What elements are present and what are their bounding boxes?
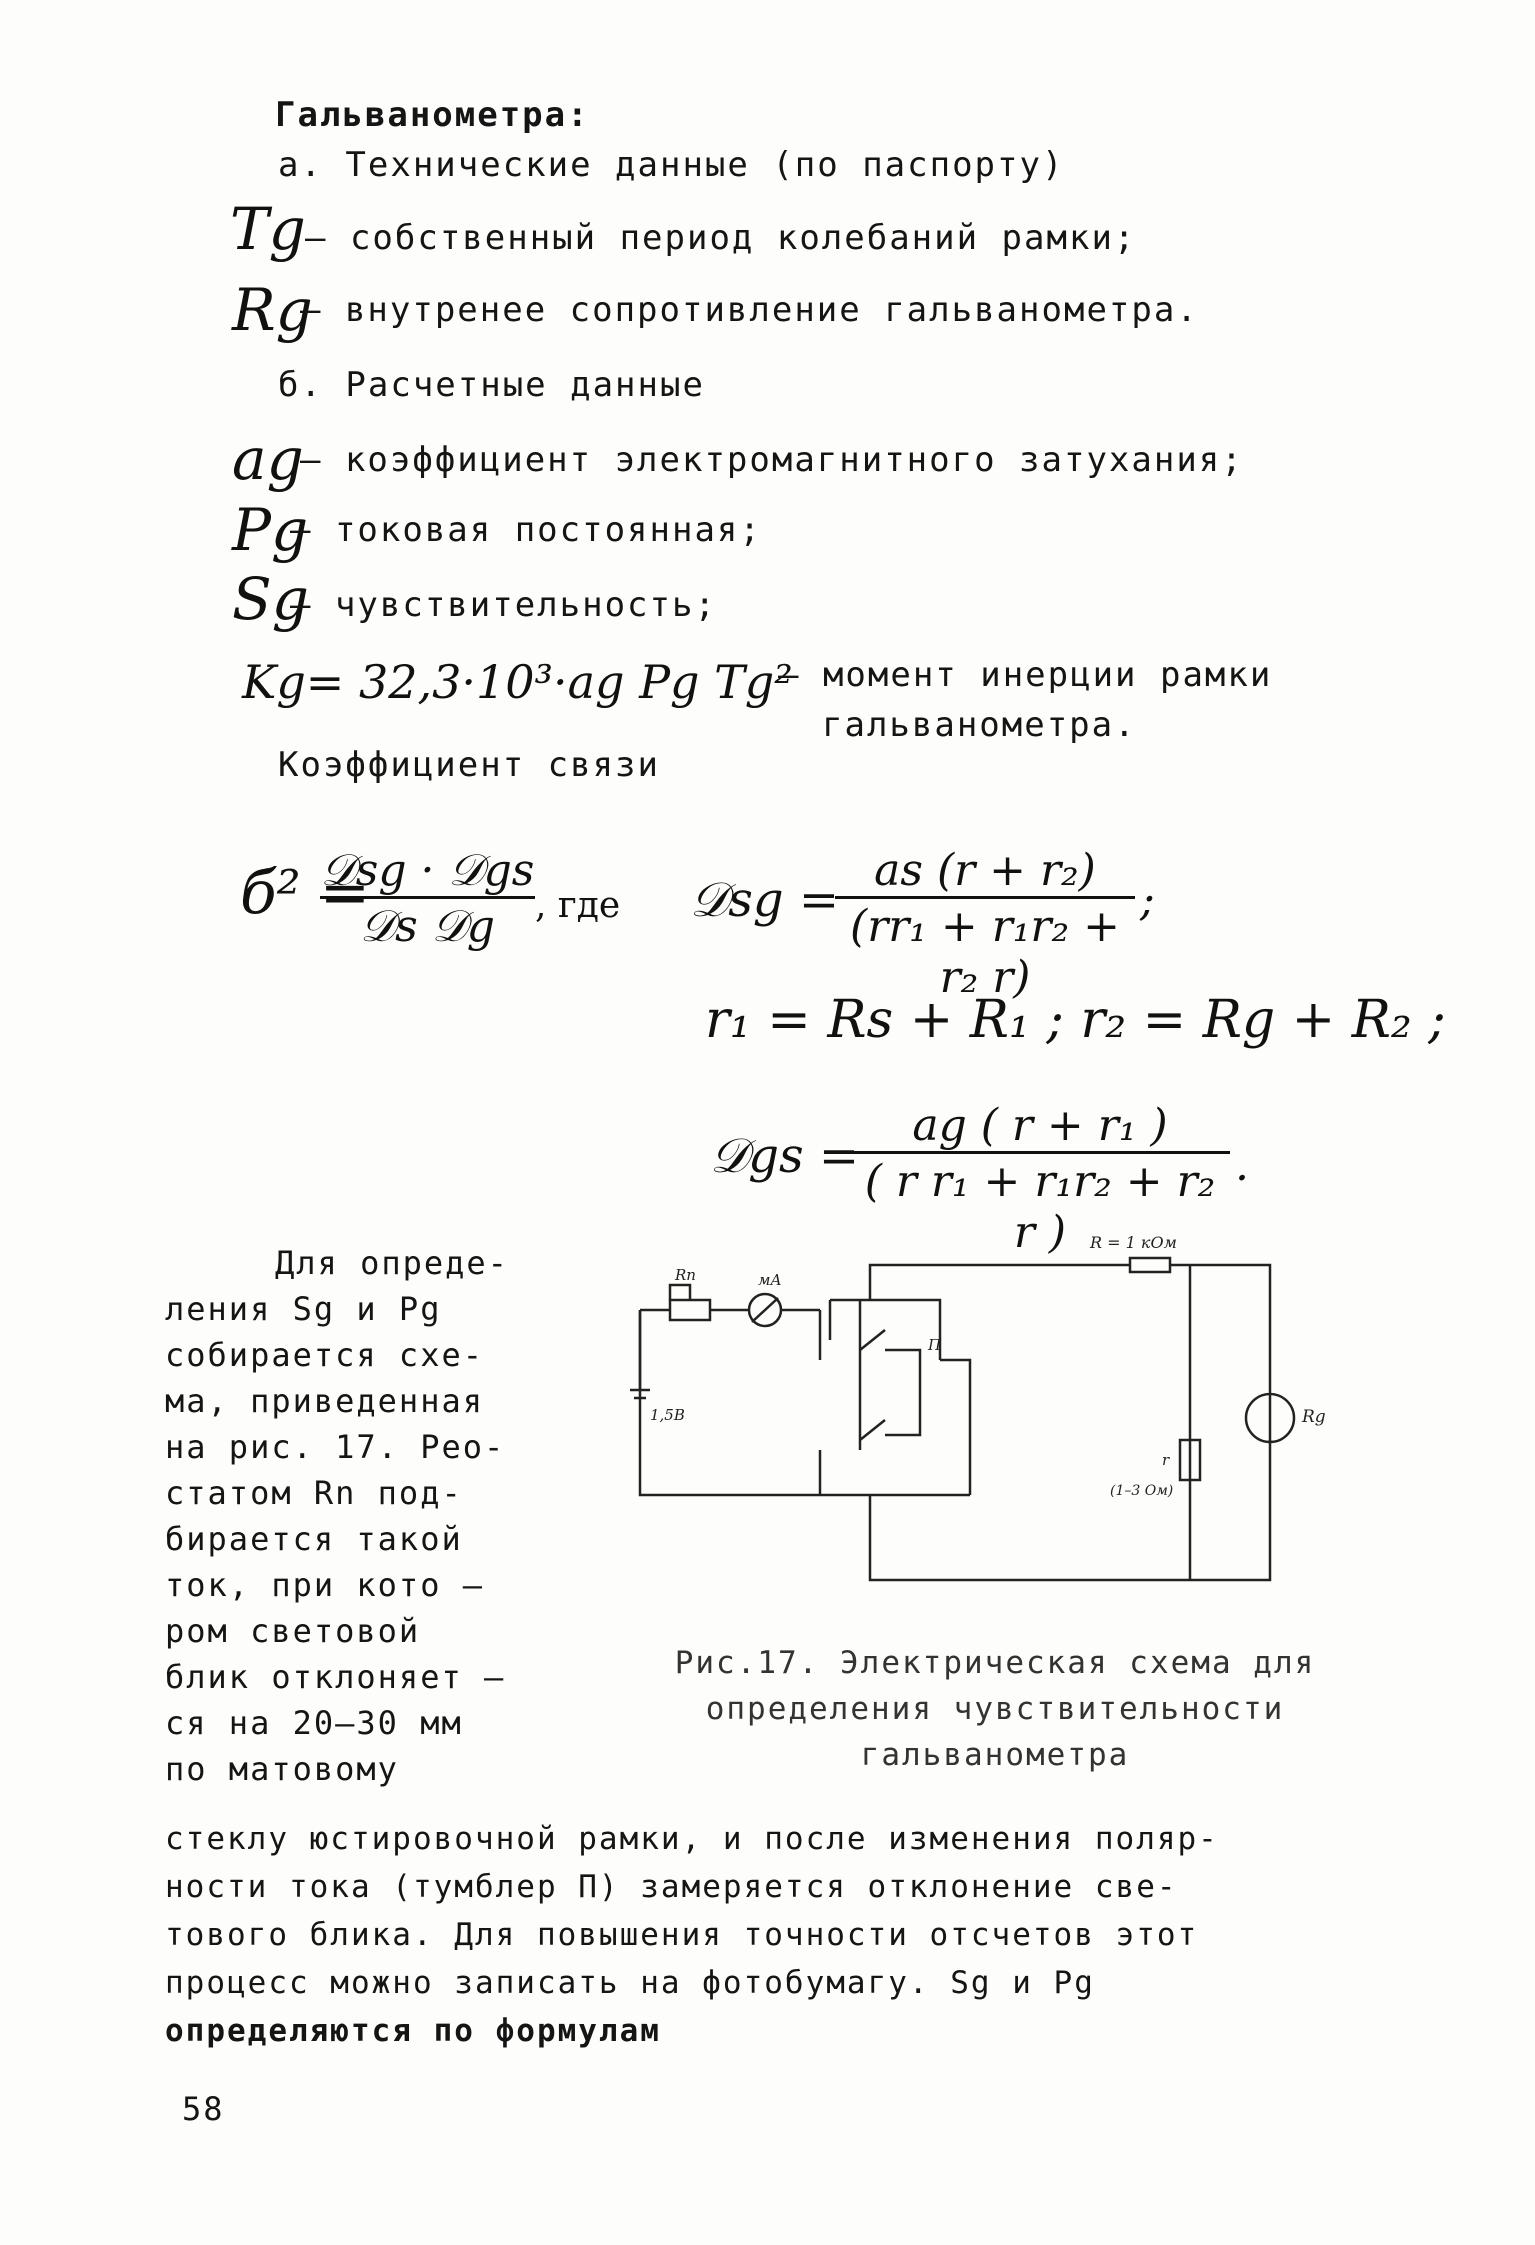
paragraph-line: определяются по формулам <box>165 2013 661 2049</box>
label-r-mid: r <box>1162 1451 1170 1469</box>
left-line: ром световой <box>165 1612 421 1650</box>
caption-line: Рис.17. Электрическая схема для <box>674 1645 1316 1681</box>
left-line: на рис. 17. Рео- <box>165 1428 506 1466</box>
kg-description-line2: гальванометра. <box>822 705 1137 745</box>
sg-symbol: Sg <box>232 565 309 633</box>
coupling-label: Коэффициент связи <box>278 745 660 785</box>
paragraph-line: процесс можно записать на фотобумагу. Sg и Pg <box>165 1965 1095 2001</box>
paragraph-line: тового блика. Для повышения точности отсчетов этот <box>165 1917 1199 1953</box>
label-battery: 1,5В <box>650 1406 685 1424</box>
sigma-fraction <box>320 845 535 952</box>
label-ma: мА <box>758 1271 782 1289</box>
section-a-title: а. Технические данные (по паспорту) <box>278 145 1065 185</box>
rg-symbol: Rg <box>232 276 313 344</box>
left-line: по матовому <box>165 1750 399 1788</box>
circuit-diagram <box>630 1233 1330 1590</box>
label-rg: Rg <box>1302 1407 1326 1427</box>
dgs-denominator: ( r r₁ + r₁r₂ + r₂ r ) <box>850 1151 1230 1258</box>
label-r-value: (1–3 Ом) <box>1110 1483 1174 1499</box>
sg-description: – чувствительность; <box>290 585 717 625</box>
dgs-numerator: ag ( r + r₁ ) <box>912 1100 1168 1151</box>
bottom-paragraph <box>165 1815 1365 2055</box>
dsg-denominator: (rr₁ + r₁r₂ + r₂ r) <box>835 896 1135 1003</box>
rg-description: – внутренее сопротивление гальванометра. <box>300 290 1199 330</box>
left-line: ся на 20–30 мм <box>165 1704 463 1742</box>
left-column-text <box>165 1240 555 1792</box>
left-line: статом Rn под- <box>165 1474 463 1512</box>
dgs-end: . <box>1235 1140 1249 1191</box>
dsg-lhs: 𝒟sg = <box>690 872 840 928</box>
kg-description-line1: – момент инерции рамки <box>778 655 1273 695</box>
caption-line: гальванометра <box>860 1737 1130 1773</box>
kg-formula: Kg= 32,3·10³·ag Pg Tg² <box>242 655 793 709</box>
paragraph-line: ности тока (тумблер П) замеряется отклонение све- <box>165 1869 1178 1905</box>
r-formula: r₁ = Rs + R₁ ; r₂ = Rg + R₂ ; <box>705 990 1446 1050</box>
page-number: 58 <box>182 2090 225 2128</box>
figure-caption <box>620 1640 1370 1778</box>
ag-description: – коэффициент электромагнитного затухания; <box>300 440 1244 480</box>
label-r-top: R = 1 кОм <box>1090 1233 1177 1252</box>
left-line: Для опреде- <box>275 1244 509 1282</box>
heading: Гальванометра: <box>275 95 590 135</box>
dgs-lhs: 𝒟gs = <box>710 1128 860 1184</box>
pg-description: – токовая постоянная; <box>290 510 762 550</box>
caption-line: определения чувствительности <box>705 1691 1285 1727</box>
section-b-title: б. Расчетные данные <box>278 365 705 405</box>
left-line: ма, приведенная <box>165 1382 484 1420</box>
left-line: блик отклоняет – <box>165 1658 506 1696</box>
left-line: ления Sg и Pg <box>165 1290 442 1328</box>
sigma-where: , где <box>535 885 621 926</box>
label-rn: Rn <box>675 1266 696 1284</box>
pg-symbol: Pg <box>232 496 309 564</box>
dsg-fraction <box>835 845 1135 1003</box>
tg-symbol: Tg <box>230 195 306 263</box>
label-switch: П <box>928 1336 942 1354</box>
left-line: собирается схе- <box>165 1336 484 1374</box>
dsg-numerator: as (r + r₂) <box>874 845 1096 896</box>
paragraph-line: стеклу юстировочной рамки, и после изменения поляр- <box>165 1821 1219 1857</box>
sigma-numerator: 𝒟sg · 𝒟gs <box>320 845 535 896</box>
dsg-end: ; <box>1140 875 1155 926</box>
sigma-denominator: 𝒟s 𝒟g <box>320 896 535 952</box>
left-line: ток, при кото – <box>165 1566 484 1604</box>
ag-symbol: ag <box>232 425 304 493</box>
left-line: бирается такой <box>165 1520 463 1558</box>
sigma-lhs: б² = <box>240 858 371 928</box>
tg-description: – собственный период колебаний рамки; <box>305 218 1137 258</box>
